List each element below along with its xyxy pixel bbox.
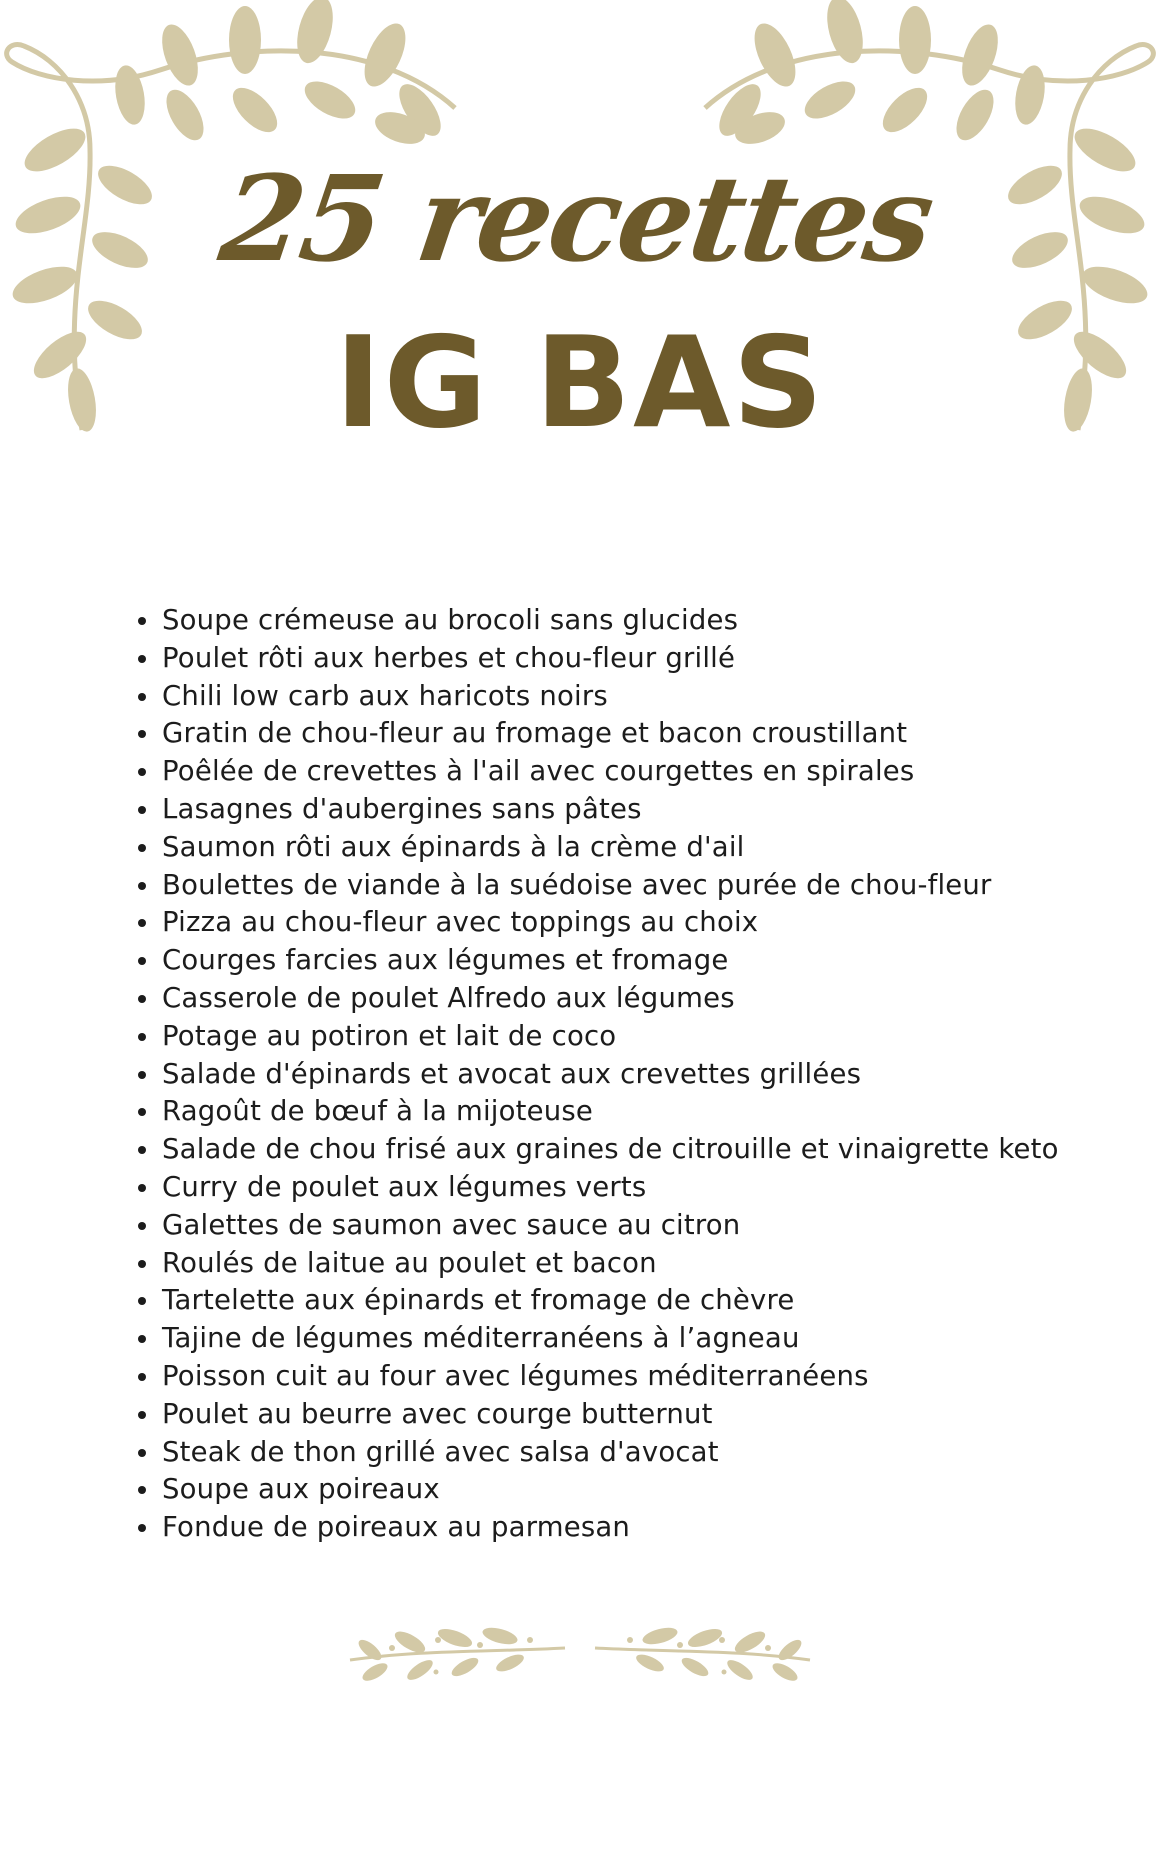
- bullet-icon: [138, 1146, 146, 1154]
- recipe-list-item: [162, 1509, 1059, 1547]
- bullet-icon: [138, 1260, 146, 1268]
- bullet-icon: [138, 1297, 146, 1305]
- recipe-list-item: [162, 829, 1059, 867]
- recipe-list-item: [162, 1282, 1059, 1320]
- laurel-divider-icon: [340, 1600, 820, 1700]
- recipe-name: Tartelette aux épinards et fromage de chèvre: [162, 1284, 795, 1317]
- recipe-list-item: [162, 1358, 1059, 1396]
- bullet-icon: [138, 1108, 146, 1116]
- recipe-list-item: [162, 1056, 1059, 1094]
- recipe-list-item: [162, 1471, 1059, 1509]
- recipe-list-item: [162, 715, 1059, 753]
- bullet-icon: [138, 806, 146, 814]
- recipe-list-item: [162, 753, 1059, 791]
- recipe-list-item: [162, 904, 1059, 942]
- recipe-list-item: [162, 1320, 1059, 1358]
- bullet-icon: [138, 1411, 146, 1419]
- recipe-list-item: [162, 1434, 1059, 1472]
- recipe-list-item: [162, 602, 1059, 640]
- recipe-name: Poulet au beurre avec courge butternut: [162, 1397, 713, 1430]
- recipe-name: Salade d'épinards et avocat aux crevettes grillées: [162, 1057, 862, 1090]
- recipe-name: Boulettes de viande à la suédoise avec purée de chou-fleur: [162, 868, 992, 901]
- page-title: IG BAS: [334, 309, 826, 456]
- recipe-list-item: [162, 980, 1059, 1018]
- recipe-name: Lasagnes d'aubergines sans pâtes: [162, 792, 642, 825]
- recipe-list-item: [162, 678, 1059, 716]
- recipe-name: Gratin de chou-fleur au fromage et bacon croustillant: [162, 717, 908, 750]
- recipe-name: Soupe crémeuse au brocoli sans glucides: [162, 604, 739, 636]
- recipe-list-item: [162, 791, 1059, 829]
- recipe-name: Saumon rôti aux épinards à la crème d'ail: [162, 830, 745, 863]
- bullet-icon: [138, 882, 146, 890]
- bullet-icon: [138, 919, 146, 927]
- bullet-icon: [138, 1222, 146, 1230]
- recipe-name: Ragoût de bœuf à la mijoteuse: [162, 1095, 594, 1128]
- recipe-name: Poisson cuit au four avec légumes méditerranéens: [162, 1359, 869, 1392]
- recipe-name: Poêlée de crevettes à l'ail avec courgettes en spirales: [162, 755, 915, 788]
- title-script: 25 recettes: [212, 149, 940, 288]
- recipe-name: Courges farcies aux légumes et fromage: [162, 944, 729, 977]
- recipe-list-item: [162, 640, 1059, 678]
- bullet-icon: [138, 1071, 146, 1079]
- bullet-icon: [138, 1184, 146, 1192]
- bullet-icon: [138, 693, 146, 701]
- bullet-icon: [138, 1486, 146, 1494]
- recipe-name: Chili low carb aux haricots noirs: [162, 679, 608, 712]
- recipe-name: Steak de thon grillé avec salsa d'avocat: [162, 1435, 719, 1468]
- recipe-list-item: [162, 1396, 1059, 1434]
- bullet-icon: [138, 1524, 146, 1532]
- recipe-list-item: [162, 1093, 1059, 1131]
- recipe-name: Soupe aux poireaux: [162, 1473, 440, 1506]
- recipe-list-item: [162, 867, 1059, 905]
- recipe-name: Poulet rôti aux herbes et chou-fleur grillé: [162, 641, 736, 674]
- recipe-name: Curry de poulet aux légumes verts: [162, 1170, 647, 1203]
- recipe-list: [162, 602, 1059, 1547]
- bullet-icon: [138, 995, 146, 1003]
- recipe-name: Pizza au chou-fleur avec toppings au choix: [162, 906, 759, 939]
- recipe-name: Fondue de poireaux au parmesan: [162, 1511, 631, 1544]
- recipe-name: Tajine de légumes méditerranéens à l’agneau: [162, 1322, 800, 1355]
- bullet-icon: [138, 1335, 146, 1343]
- bullet-icon: [138, 844, 146, 852]
- recipe-name: Potage au potiron et lait de coco: [162, 1019, 617, 1052]
- bullet-icon: [138, 1373, 146, 1381]
- bullet-icon: [138, 957, 146, 965]
- bullet-icon: [138, 768, 146, 776]
- recipe-name: Roulés de laitue au poulet et bacon: [162, 1246, 657, 1279]
- recipe-name: Casserole de poulet Alfredo aux légumes: [162, 981, 735, 1014]
- recipe-name: Galettes de saumon avec sauce au citron: [162, 1208, 741, 1241]
- recipe-list-item: [162, 1169, 1059, 1207]
- bullet-icon: [138, 730, 146, 738]
- recipe-list-item: [162, 1207, 1059, 1245]
- recipe-name: Salade de chou frisé aux graines de citrouille et vinaigrette keto: [162, 1133, 1059, 1166]
- recipe-list-item: [162, 942, 1059, 980]
- bullet-icon: [138, 1449, 146, 1457]
- recipe-list-item: [162, 1245, 1059, 1283]
- bullet-icon: [138, 617, 146, 625]
- bullet-icon: [138, 655, 146, 663]
- recipe-list-item: [162, 1018, 1059, 1056]
- recipe-list-item: [162, 1131, 1059, 1169]
- bullet-icon: [138, 1033, 146, 1041]
